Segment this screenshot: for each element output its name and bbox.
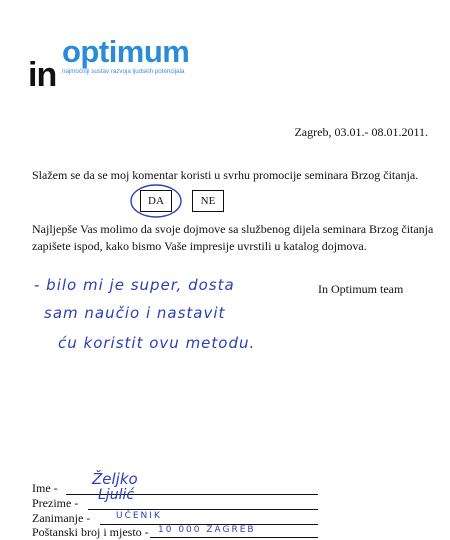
- team-signature: In Optimum team: [318, 282, 404, 296]
- surname-value[interactable]: Ljulić: [98, 487, 135, 503]
- consent-option-da[interactable]: DA: [140, 190, 172, 212]
- postal-value[interactable]: 10 000 ZAGREB: [158, 525, 256, 535]
- occupation-label: Zanimanje -: [32, 511, 91, 525]
- logo-optimum-text: optimum: [62, 34, 190, 69]
- logo-in-text: in: [28, 56, 57, 94]
- handwritten-comment-line-3: ću koristit ovu metodu.: [58, 334, 256, 352]
- surname-line: [88, 509, 318, 510]
- feedback-request-text: Najljepše Vas molimo da svoje dojmove sa službenog dijela seminara Brzog čitanja zapišete ispod, kako bismo Vaše impresije uvrstili u katalog dojmova.: [32, 222, 434, 253]
- date-location: Zagreb, 03.01.- 08.01.2011.: [294, 125, 428, 139]
- consent-option-ne[interactable]: NE: [192, 190, 224, 212]
- name-value[interactable]: Željko: [92, 470, 138, 488]
- handwritten-comment-line-1: - bilo mi je super, dosta: [34, 276, 235, 294]
- occupation-value[interactable]: UČENIK: [116, 511, 162, 521]
- handwritten-comment-line-2: sam naučio i nastavit: [44, 304, 226, 322]
- name-label: Ime -: [32, 481, 58, 495]
- surname-label: Prezime -: [32, 496, 79, 510]
- consent-statement: Slažem se da se moj komentar koristi u svrhu promocije seminara Brzog čitanja.: [32, 168, 419, 182]
- postal-label: Poštanski broj i mjesto -: [32, 525, 149, 539]
- logo-tagline: najmočniji sustav razvoja ljudskih potencijala: [62, 68, 185, 75]
